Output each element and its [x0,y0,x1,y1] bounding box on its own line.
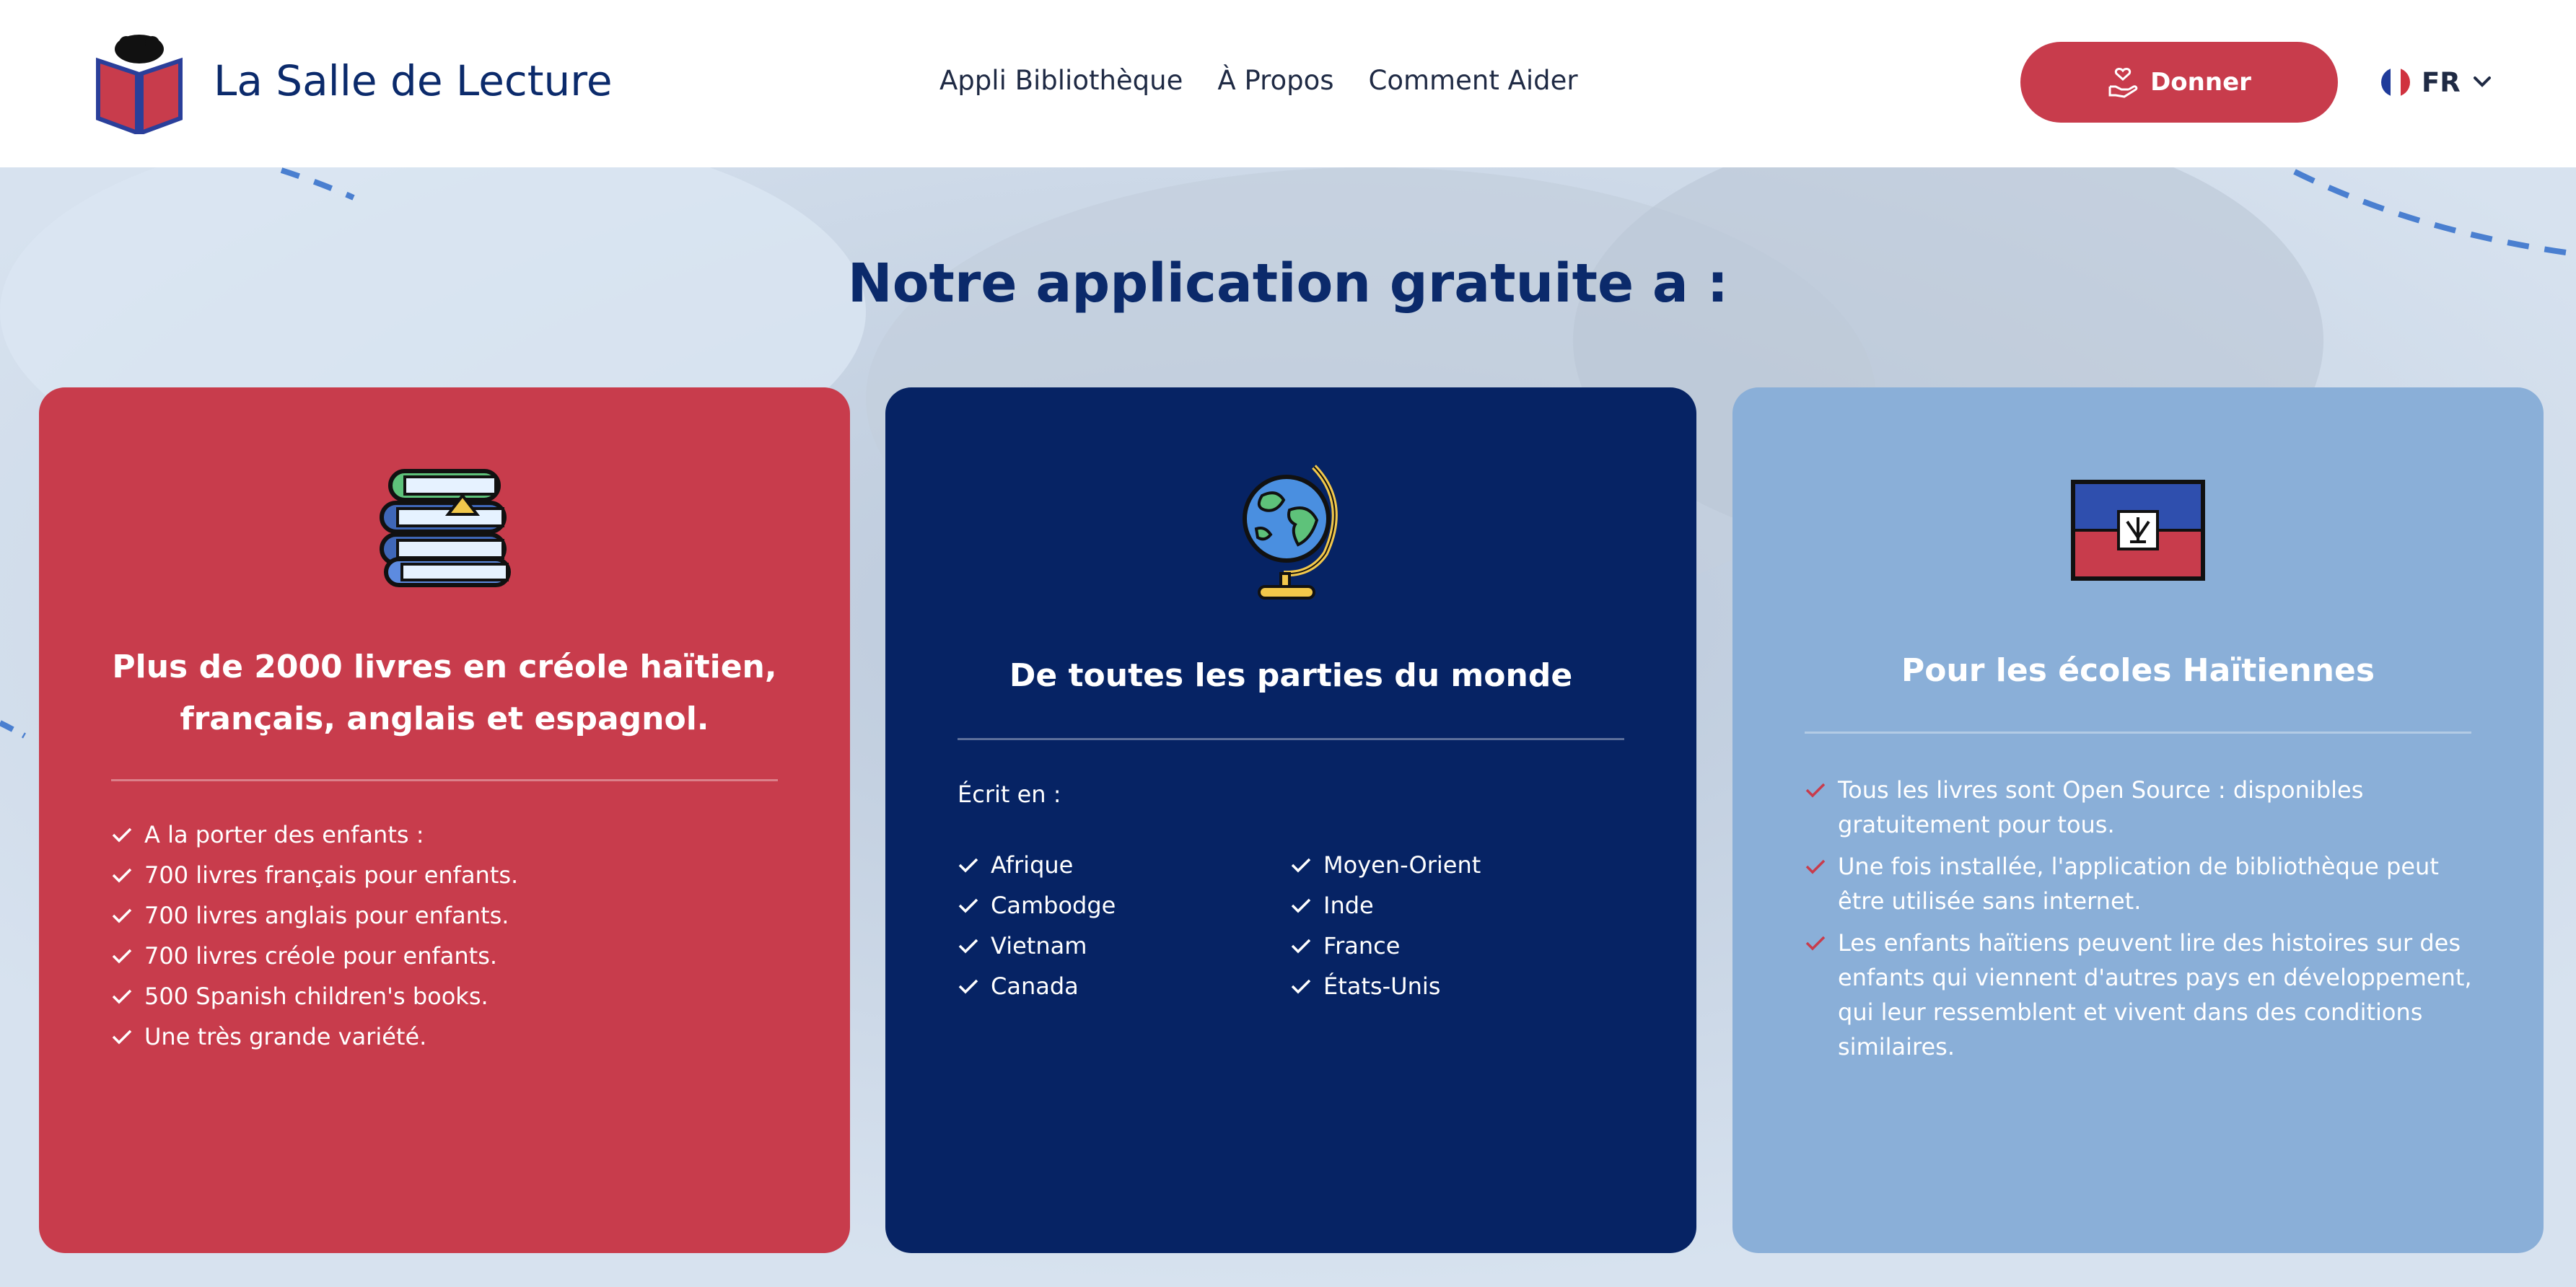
regions-list-right [1290,845,1481,1006]
haiti-flag-icon [2071,480,2205,581]
brand-name[interactable]: La Salle de Lecture [214,56,613,105]
language-code: FR [2422,66,2461,98]
books-card-divider [111,779,778,781]
site-header [0,0,2576,167]
check-icon [1290,926,1316,966]
globe-icon [1233,460,1349,604]
language-selector[interactable] [2381,62,2492,102]
check-icon [1805,773,1831,807]
donate-label: Donner [2150,68,2251,97]
list-item: Tous les livres sont Open Source : disponibles gratuitement pour tous. [1805,773,2476,842]
books-card-heading: Plus de 2000 livres en créole haïtien, français, anglais et espagnol. [112,649,777,737]
check-icon [958,885,983,926]
check-icon [1290,966,1316,1006]
haiti-card-heading: Pour les écoles Haïtiennes [1901,652,2375,689]
check-icon [958,926,983,966]
check-icon [958,845,983,885]
hand-heart-icon [2107,66,2139,98]
list-item: 500 Spanish children's books. [111,976,518,1016]
list-item: A la porter des enfants : [111,814,518,855]
list-item: 700 livres français pour enfants. [111,855,518,895]
haiti-card [1732,387,2544,1253]
check-icon [1290,845,1316,885]
books-icon [376,465,513,588]
written-in-label: Écrit en : [958,781,1061,808]
chevron-down-icon [2472,75,2492,89]
regions-list-left [958,845,1116,1006]
list-item: Canada [958,966,1116,1006]
list-item: Vietnam [958,926,1116,966]
check-icon [111,1016,137,1057]
main-nav [939,65,1578,96]
check-icon [111,895,137,936]
list-item: France [1290,926,1481,966]
list-item: Une fois installée, l'application de bibliothèque peut être utilisée sans internet. [1805,849,2476,918]
check-icon [958,966,983,1006]
list-item: États-Unis [1290,966,1481,1006]
check-icon [111,936,137,976]
haiti-card-list [1805,773,2476,1071]
list-item: Moyen-Orient [1290,845,1481,885]
world-card-divider [958,738,1624,740]
books-card [39,387,850,1253]
book-reader-logo-icon[interactable] [92,32,186,134]
haiti-card-divider [1805,732,2471,734]
check-icon [111,976,137,1016]
check-icon [111,855,137,895]
list-item: Les enfants haïtiens peuvent lire des histoires sur des enfants qui viennent d'autres pays en développement, qui leur ressemblent et vivent dans des conditions similaires. [1805,926,2476,1064]
section-title: Notre application gratuite a : [847,252,1729,315]
list-item: Une très grande variété. [111,1016,518,1057]
check-icon [1805,926,1831,960]
world-card-heading: De toutes les parties du monde [1009,657,1573,694]
nav-how-to-help[interactable]: Comment Aider [1368,65,1578,96]
nav-about[interactable]: À Propos [1217,65,1334,96]
list-item: Cambodge [958,885,1116,926]
check-icon [111,814,137,855]
books-card-list [111,814,518,1057]
check-icon [1805,849,1831,884]
check-icon [1290,885,1316,926]
list-item: 700 livres créole pour enfants. [111,936,518,976]
donate-button[interactable] [2020,42,2338,123]
france-flag-icon [2381,68,2410,97]
list-item: 700 livres anglais pour enfants. [111,895,518,936]
list-item: Afrique [958,845,1116,885]
nav-library-app[interactable]: Appli Bibliothèque [939,65,1183,96]
world-card [885,387,1696,1253]
list-item: Inde [1290,885,1481,926]
